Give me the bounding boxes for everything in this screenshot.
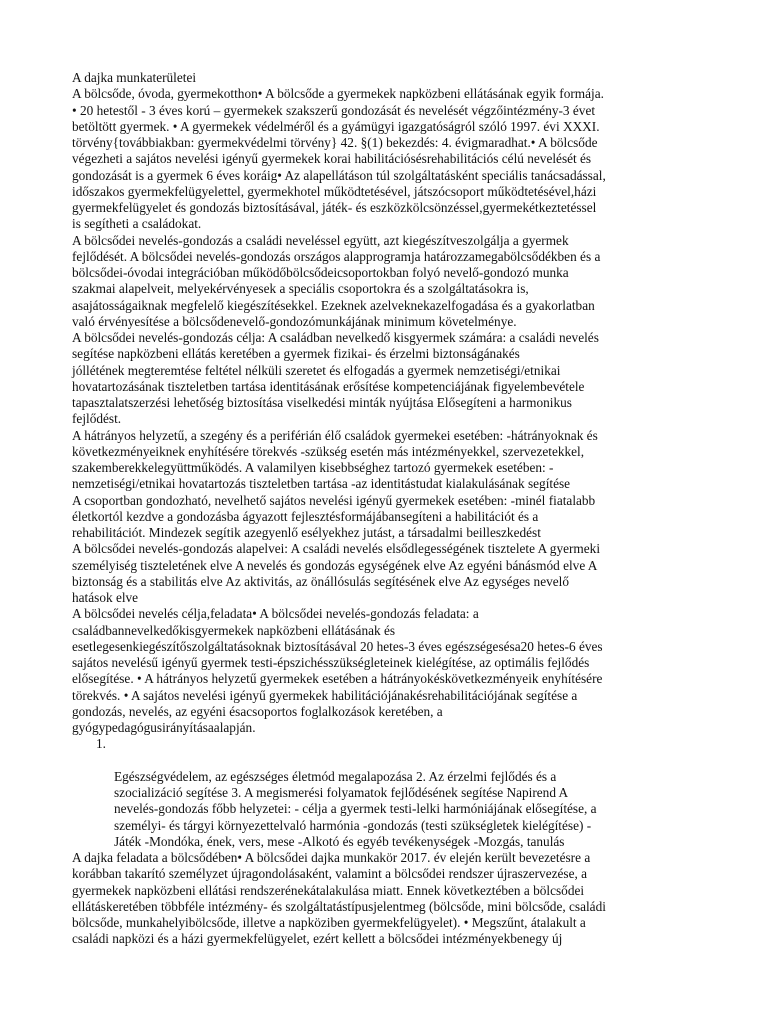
document-page xyxy=(72,70,702,948)
paragraph-disadvantaged-families: A hátrányos helyzetű, a szegény és a periférián élő családok gyermekei esetében: -hátrányoknak és következményeiknek enyhítésére törekvés -szükség esetén más intézményekkel, szervezetekkel, szakemberekkelegyüttműködés. A valamilyen kisebbséghez tartozó gyermekek esetében: - nemzetiségi/etnikai hovatartozás tiszteletben tartása -az identitástudat kialakulásának segítése xyxy=(72,427,598,492)
paragraph-care-tasks: A bölcsődei nevelés célja,feladata• A bölcsődei nevelés-gondozás feladata: a családbannevelkedőkisgyermekek napközbeni ellátásának és esetlegesenkiegészítőszolgáltatásoknak biztosításával 20 hetes-3 éves egészségesésa20 hetes-6 éves sajátos nevelésű igényű gyermek testi-épszichésszükségleteinek kielégítése, az optimális fejlődés elősegítése. • A hátrányos helyzetű gyermekek esetében a hátrányokéskövetkezményeik enyhítésére törekvés. • A sajátos nevelési igényű gyermekek habilitációjánakésrehabilitációjának segítése a gondozás, nevelés, az egyéni ésacsoportos foglalkozások keretében, a gyógypedagógusirányításaalapján. xyxy=(72,606,603,735)
paragraph-principles: A bölcsődei nevelés-gondozás alapelvei: A családi nevelés elsődlegességének tisztelete A gyermeki személyiség tiszteletének elve A nevelés és gondozás egységének elve Az egyéni bánásmód elve A biztonság és a stabilitás elve Az aktivitás, az önállósulás segítésének elve Az egységes nevelő hatások elve xyxy=(72,541,601,605)
paragraph-special-needs: A csoportban gondozható, nevelhető sajátos nevelési igényű gyermekek esetében: -minél fiatalabb életkortól kezdve a gondozásba ágyazott fejlesztésformájábansegíteni a habilitációt és a rehabilitációt. Mindezek segítik azegyenlő esélyekhez jutást, a társadalmi beilleszkedést xyxy=(72,492,596,540)
paragraph-nursery-intro: A bölcsőde, óvoda, gyermekotthon• A bölcsőde a gyermekek napközbeni ellátásának egyik formája. • 20 hetestől - 3 éves korú – gyermekek szakszerű gondozását és nevelését végzőintézmény-3 évet betöltött gyermek. • A gyermekek védelméről és a gyámügyi igazgatóságról szóló 1997. évi XXXI. törvény{továbbiakban: gyermekvédelmi törvény} 42. §(1) bekezdés: 4. évigmaradhat.• A bölcsőde végezheti a sajátos nevelési igényű gyermekek korai habilitációsésrehabilitációs célú nevelését és gondozását is a gyermek 6 éves koráig• Az alapellátáson túl szolgáltatásként speciális tanácsadással, időszakos gyermekfelügyelettel, gyermekhotel működtetésével, játszócsoport működtetésével,házi gyermekfelügyelet és gondozás biztosításával, játék- és eszközkölcsönzéssel,gyermekétkeztetéssel is segítheti a családokat. xyxy=(72,86,606,232)
numbered-list-item xyxy=(72,736,702,850)
list-item-text: Egészségvédelem, az egészséges életmód megalapozása 2. Az érzelmi fejlődés és a szocializáció segítése 3. A megismerési folyamatok fejlődésének segítése Napirend A nevelés-gondozás főbb helyzetei: - célja a gyermek testi-lelki harmóniájának elősegítése, a személyi- és tárgyi környezettelvaló harmónia -gondozás (testi szükségletek kielégítése) - Játék -Mondóka, ének, vers, mese -Alkotó és egyéb tevékenységek -Mozgás, tanulás xyxy=(114,768,597,849)
document-title: A dajka munkaterületei xyxy=(72,70,197,85)
paragraph-care-goal: A bölcsődei nevelés-gondozás célja: A családban nevelkedő kisgyermek számára: a családi nevelés segítése napközbeni ellátás keretében a gyermek fizikai- és érzelmi biztonságánakés jóllétének megteremtése feltétel nélküli szeretet és elfogadás a gyermek nemzetiségi/etnikai hovatartozásának tiszteletben tartása identitásának erősítése kompetenciájának figyelembevétele tapasztalatszerzési lehetőség biztosítása viselkedési minták nyújtása Elősegíteni a harmonikus fejlődést. xyxy=(72,330,599,427)
paragraph-national-program: A bölcsődei nevelés-gondozás a családi neveléssel együtt, azt kiegészítveszolgálja a gyermek fejlődését. A bölcsődei nevelés-gondozás országos alapprogramja határozzamegabölcsődékben és a bölcsődei-óvodai integrációban működőbölcsődeicsoportokban folyó nevelő-gondozó munka szakmai alapelveit, melyekérvényesek a speciális csoportokra és a szolgáltatásokra is, asajátosságaiknak megfelelő kiegészítésekkel. Ezeknek azelveknekazelfogadása és a gyakorlatban való érvényesítése a bölcsődenevelő-gondozómunkájának minimum követelménye. xyxy=(72,232,601,329)
list-item-number: 1. xyxy=(96,736,106,752)
paragraph-nanny-role: A dajka feladata a bölcsődében• A bölcsődei dajka munkakör 2017. év elején került bevezetésre a korábban takarító személyzet újragondolásaként, valamint a bölcsődei rendszer újraszervezése, a gyermekek napközbeni ellátási rendszerénekátalakulása miatt. Ennek következtében a bölcsődei ellátáskeretében többféle intézmény- és szolgáltatástípusjelentmeg (bölcsőde, mini bölcsőde, családi bölcsőde, munkahelyibölcsőde, illetve a napköziben gyermekfelügyelet). • Megszűnt, átalakult a családi napközi és a házi gyermekfelügyelet, ezért kellett a bölcsődei intézményekbenegy új xyxy=(72,850,606,947)
